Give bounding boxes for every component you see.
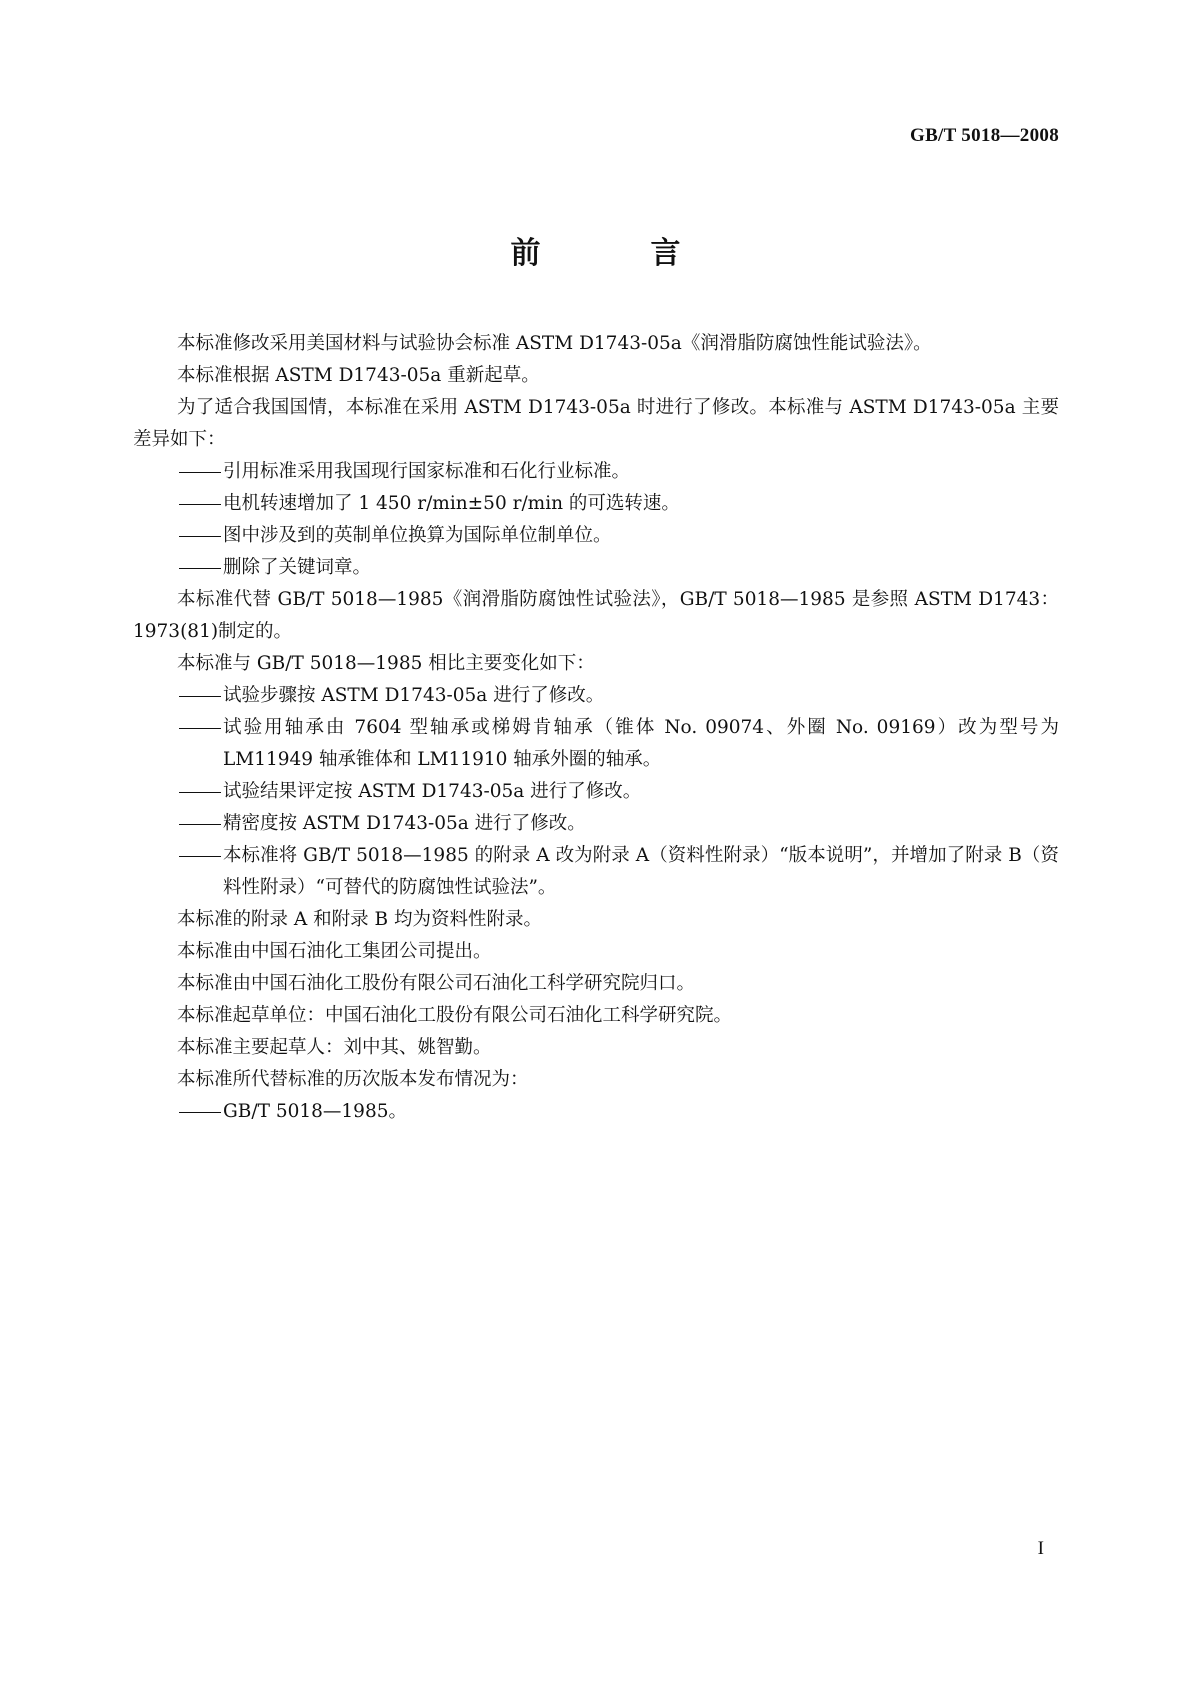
list-item xyxy=(133,552,1059,584)
standard-code: GB/T 5018—2008 xyxy=(909,125,1059,146)
list-item xyxy=(133,840,1059,904)
list-item xyxy=(133,712,1059,776)
paragraph: 为了适合我国国情，本标准在采用 ASTM D1743-05a 时进行了修改。本标准与 ASTM D1743-05a 主要差异如下： xyxy=(133,397,1059,450)
list-item xyxy=(133,680,1059,712)
paragraph: 本标准与 GB/T 5018—1985 相比主要变化如下： xyxy=(177,653,595,674)
list-item-text: 引用标准采用我国现行国家标准和石化行业标准。 xyxy=(223,461,631,482)
list-item xyxy=(133,520,1059,552)
list-item-text: 试验结果评定按 ASTM D1743-05a 进行了修改。 xyxy=(223,781,642,802)
list-item-text: GB/T 5018—1985。 xyxy=(223,1101,407,1122)
list-item xyxy=(133,456,1059,488)
list-item-text: 精密度按 ASTM D1743-05a 进行了修改。 xyxy=(223,813,586,834)
list-item xyxy=(133,776,1059,808)
foreword-body xyxy=(133,328,1059,1128)
paragraph: 本标准由中国石油化工集团公司提出。 xyxy=(177,941,492,962)
list-item-text: 试验步骤按 ASTM D1743-05a 进行了修改。 xyxy=(223,685,605,706)
list-item-text: 本标准将 GB/T 5018—1985 的附录 A 改为附录 A（资料性附录）“版本说明”，并增加了附录 B（资料性附录）“可替代的防腐蚀性试验法”。 xyxy=(223,845,1059,898)
page-number: I xyxy=(1037,1538,1044,1559)
paragraph: 本标准根据 ASTM D1743-05a 重新起草。 xyxy=(177,365,540,386)
page-title: 前 言 xyxy=(510,236,721,271)
list-item-text: 图中涉及到的英制单位换算为国际单位制单位。 xyxy=(223,525,612,546)
paragraph: 本标准所代替标准的历次版本发布情况为： xyxy=(177,1069,529,1090)
list-item-text: 试验用轴承由 7604 型轴承或梯姆肯轴承（锥体 No. 09074、外圈 No. 09169）改为型号为 LM11949 轴承锥体和 LM11910 轴承外圈的轴承。 xyxy=(223,717,1059,770)
paragraph: 本标准代替 GB/T 5018—1985《润滑脂防腐蚀性试验法》，GB/T 5018—1985 是参照 ASTM D1743：1973(81)制定的。 xyxy=(133,589,1059,642)
list-item xyxy=(133,1096,1059,1128)
list-item-text: 电机转速增加了 1 450 r/min±50 r/min 的可选转速。 xyxy=(223,493,680,514)
paragraph: 本标准修改采用美国材料与试验协会标准 ASTM D1743-05a《润滑脂防腐蚀性能试验法》。 xyxy=(177,333,932,354)
paragraph: 本标准起草单位：中国石油化工股份有限公司石油化工科学研究院。 xyxy=(177,1005,733,1026)
list-item-text: 删除了关键词章。 xyxy=(223,557,372,578)
list-item xyxy=(133,488,1059,520)
paragraph: 本标准的附录 A 和附录 B 均为资料性附录。 xyxy=(177,909,542,930)
paragraph: 本标准由中国石油化工股份有限公司石油化工科学研究院归口。 xyxy=(177,973,696,994)
paragraph: 本标准主要起草人：刘中其、姚智勤。 xyxy=(177,1037,492,1058)
list-item xyxy=(133,808,1059,840)
